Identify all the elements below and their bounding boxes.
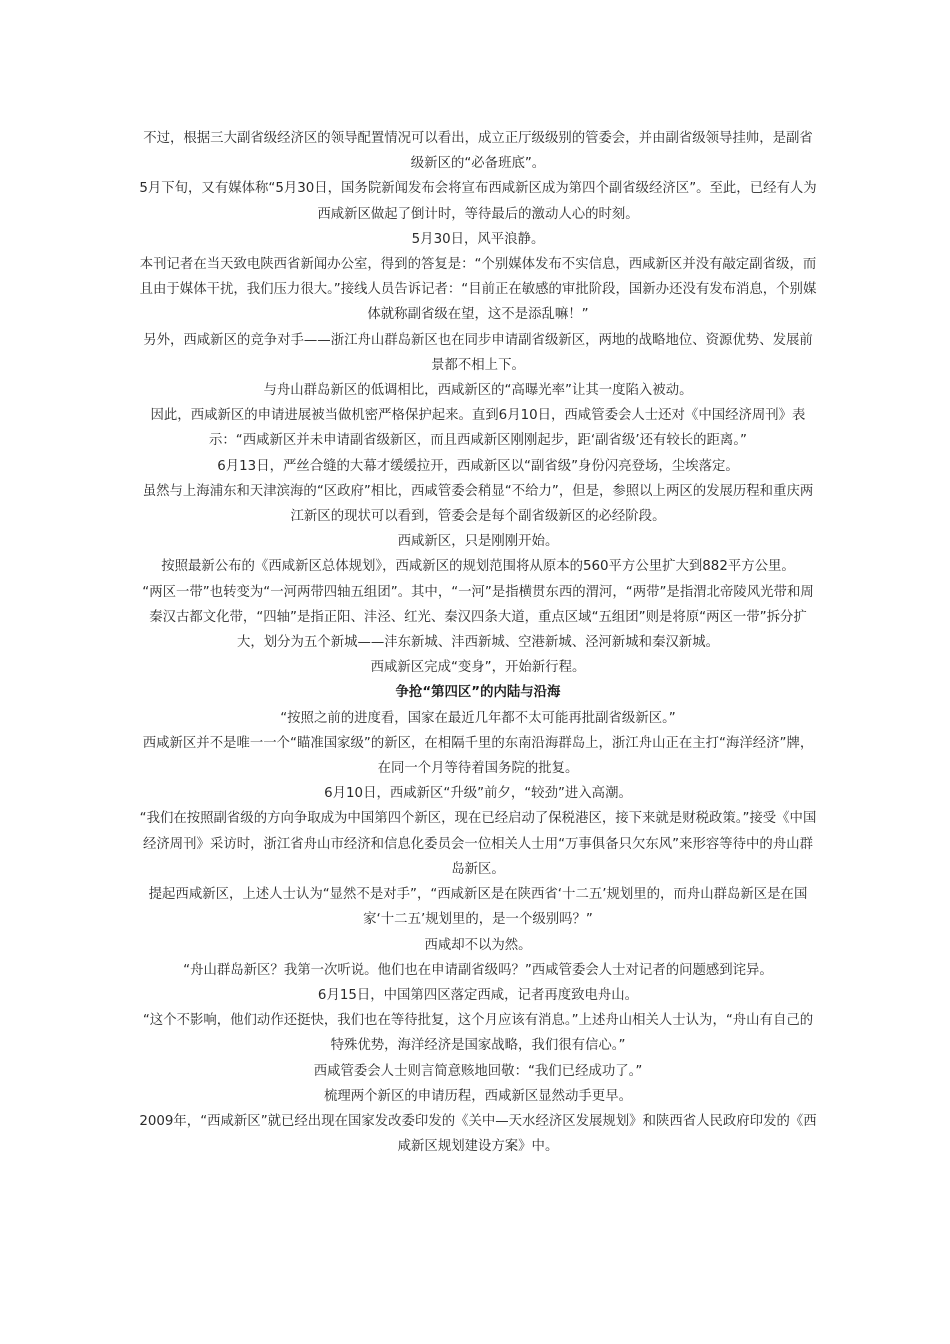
paragraph: 不过，根据三大副省级经济区的领导配置情况可以看出，成立正厅级级别的管委会，并由副省级领导挂帅，是副省级新区的“必备班底”。 (143, 131, 813, 172)
paragraph: 梳理两个新区的申请历程，西咸新区显然动手更早。 (324, 1088, 632, 1104)
paragraph: “这个不影响，他们动作还挺快，我们也在等待批复，这个月应该有消息。”上述舟山相关人士认为，“舟山有自己的特殊优势，海洋经济是国家战略，我们很有信心。” (142, 1013, 814, 1054)
paragraph: 西咸管委会人士则言简意赅地回敬：“我们已经成功了。” (313, 1063, 643, 1079)
paragraph: 西咸新区并不是唯一一个“瞄准国家级”的新区，在相隔千里的东南沿海群岛上，浙江舟山正在主打“海洋经济”牌，在同一个月等待着国务院的批复。 (142, 735, 814, 777)
paragraph: 西咸却不以为然。 (424, 937, 532, 953)
paragraph: “舟山群岛新区？我第一次听说。他们也在申请副省级吗？”西咸管委会人士对记者的问题感到诧异。 (183, 962, 773, 978)
paragraph: 6月10日，西咸新区“升级”前夕，“较劲”进入高潮。 (324, 786, 632, 802)
paragraph: 5月30日，风平浪静。 (411, 231, 545, 247)
article-body (138, 126, 818, 1159)
paragraph: 虽然与上海浦东和天津滨海的“区政府”相比，西咸管委会稍显“不给力”，但是，参照以上两区的发展历程和重庆两江新区的现状可以看到，管委会是每个副省级新区的必经阶段。 (142, 483, 814, 525)
paragraph: 另外，西咸新区的竞争对手——浙江舟山群岛新区也在同步申请副省级新区，两地的战略地位、资源优势、发展前景都不相上下。 (143, 332, 813, 373)
paragraph: “两区一带”也转变为“一河两带四轴五组团”。其中，“一河”是指横贯东西的渭河，“两带”是指渭北帝陵风光带和周秦汉古都文化带，“四轴”是指正阳、沣泾、红光、秦汉四条大道，重点区域“五组团”则是将原“两区一带”拆分扩大，划分为五个新城——沣东新城、沣西新城、空港新城、泾河新城和秦汉新城。 (142, 584, 814, 651)
paragraph: “我们在按照副省级的方向争取成为中国第四个新区，现在已经启动了保税港区，接下来就是财税政策。”接受《中国经济周刊》采访时，浙江省舟山市经济和信息化委员会一位相关人士用“万事俱备只欠东风”来形容等待中的舟山群岛新区。 (139, 811, 817, 877)
paragraph: 提起西咸新区，上述人士认为“显然不是对手”，“西咸新区是在陕西省‘十二五’规划里的，而舟山群岛新区是在国家‘十二五’规划里的，是一个级别吗？” (148, 887, 808, 928)
paragraph: 西咸新区，只是刚刚开始。 (397, 534, 559, 550)
paragraph: 6月13日，严丝合缝的大幕才缓缓拉开，西咸新区以“副省级”身份闪亮登场，尘埃落定。 (217, 458, 739, 474)
paragraph: 与舟山群岛新区的低调相比，西咸新区的“高曝光率”让其一度陷入被动。 (263, 383, 693, 399)
paragraph: 6月15日，中国第四区落定西咸，记者再度致电舟山。 (317, 987, 639, 1003)
paragraph: “按照之前的进度看，国家在最近几年都不太可能再批副省级新区。” (280, 710, 676, 726)
paragraph: 本刊记者在当天致电陕西省新闻办公室，得到的答复是：“个别媒体发布不实信息，西咸新区并没有敲定副省级，而且由于媒体干扰，我们压力很大。”接线人员告诉记者：“目前正在敏感的审批阶段，国新办还没有发布消息，个别媒体就称副省级在望，这不是添乱嘛！” (139, 257, 817, 323)
paragraph: 按照最新公布的《西咸新区总体规划》，西咸新区的规划范围将从原本的560平方公里扩大到882平方公里。 (161, 559, 795, 575)
paragraph: 2009年，“西咸新区”就已经出现在国家发改委印发的《关中—天水经济区发展规划》和陕西省人民政府印发的《西咸新区规划建设方案》中。 (139, 1113, 817, 1155)
paragraph: 5月下旬，又有媒体称“5月30日，国务院新闻发布会将宣布西咸新区成为第四个副省级经济区”。至此，已经有人为西咸新区做起了倒计时，等待最后的激动人心的时刻。 (139, 181, 817, 222)
paragraph: 因此，西咸新区的申请进展被当做机密严格保护起来。直到6月10日，西咸管委会人士还对《中国经济周刊》表示：“西咸新区并未申请副省级新区，而且西咸新区刚刚起步，距‘副省级’还有较长的距离。” (150, 408, 806, 449)
paragraph: 西咸新区完成“变身”，开始新行程。 (370, 660, 586, 676)
section-heading: 争抢“第四区”的内陆与沿海 (395, 685, 561, 701)
